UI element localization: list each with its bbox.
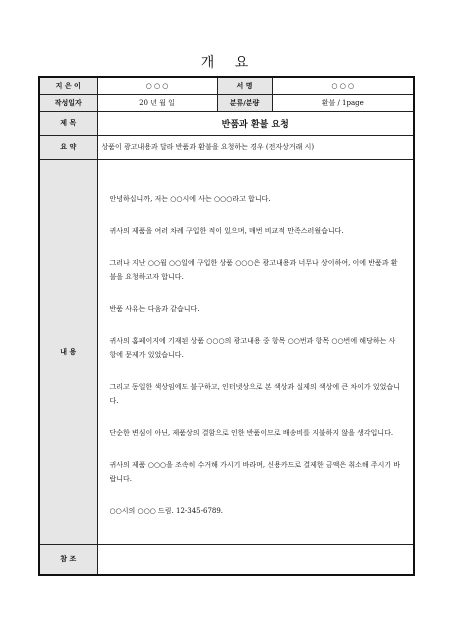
summary-value: 상품이 광고내용과 달라 반품과 환불을 요청하는 경우 (전자상거래 시) — [97, 135, 414, 159]
date-row — [39, 94, 414, 111]
content-paragraph: 귀사의 홈페이지에 기재된 상품 ○○○의 광고내용 중 항목 ○○번과 항목 ○○번에 해당하는 사항에 문제가 있었습니다. — [109, 336, 396, 359]
content-paragraph: ○○시의 ○○○ 드림. 12-345-6789. — [109, 506, 224, 515]
subject-row — [39, 111, 414, 135]
reference-value — [97, 544, 414, 575]
content-paragraph: 귀사의 제품 ○○○을 조속히 수거해 가시기 바라며, 신용카드로 결제한 금액은 취소해 주시기 바랍니다. — [109, 460, 401, 483]
overview-form-table — [38, 76, 415, 576]
content-body — [97, 159, 414, 544]
signature-label: 서 명 — [217, 77, 272, 94]
subject-value: 반품과 환불 요청 — [97, 111, 414, 135]
content-paragraph: 그리고 동일한 색상임에도 불구하고, 인터넷상으로 본 색상과 실제의 색상에 큰 차이가 있었습니다. — [109, 382, 400, 405]
content-paragraph: 귀사의 제품을 여러 차례 구입한 적이 있으며, 매번 비교적 만족스러웠습니다. — [109, 226, 344, 235]
category-label: 분류/분량 — [217, 94, 272, 111]
date-value: 20 년 월 일 — [97, 94, 217, 111]
content-paragraph: 단순한 변심이 아닌, 제품상의 결함으로 인한 반품이므로 배송비를 지불하지 않을 생각입니다. — [109, 428, 394, 437]
summary-row — [39, 135, 414, 159]
content-paragraph: 반품 사유는 다음과 같습니다. — [109, 304, 200, 313]
signature-value: ○ ○ ○ — [272, 77, 414, 94]
author-row — [39, 77, 414, 94]
subject-label: 제 목 — [39, 111, 97, 135]
category-value: 환불 / 1page — [272, 94, 414, 111]
content-row — [39, 159, 414, 544]
reference-label: 참 조 — [39, 544, 97, 575]
reference-row — [39, 544, 414, 575]
author-value: ○ ○ ○ — [97, 77, 217, 94]
author-label: 지 은 이 — [39, 77, 97, 94]
summary-label: 요 약 — [39, 135, 97, 159]
content-label: 내 용 — [39, 159, 97, 544]
document-title: 개 요 — [200, 55, 250, 71]
content-paragraph: 그러나 지난 ○○월 ○○일에 구입한 상품 ○○○은 광고내용과 너무나 상이하여, 이에 반품과 환불을 요청하고자 합니다. — [109, 258, 398, 281]
date-label: 작성일자 — [39, 94, 97, 111]
content-paragraph: 안녕하십니까, 저는 ○○시에 사는 ○○○라고 합니다. — [109, 194, 271, 203]
